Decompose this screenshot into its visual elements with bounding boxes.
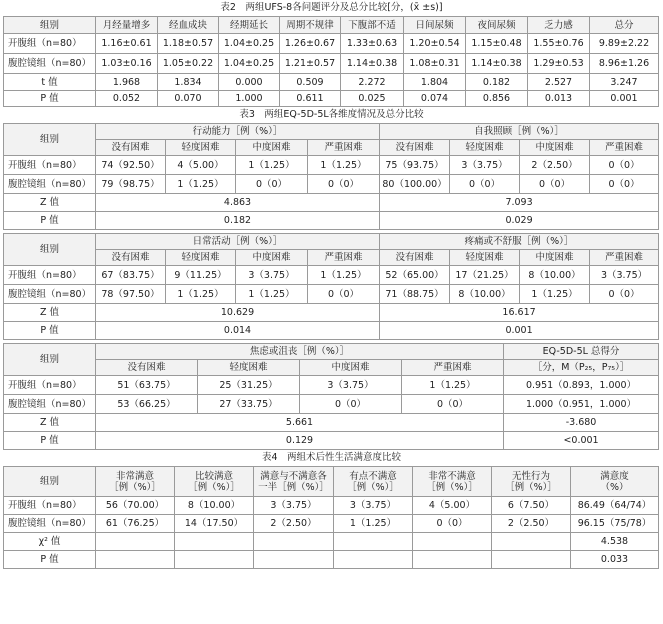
level-header: 严重困难	[308, 140, 380, 156]
table-cell: 0.611	[280, 91, 341, 107]
table-cell: 2（2.50）	[254, 515, 334, 533]
table-cell: 1.000（0.951，1.000）	[504, 395, 659, 414]
table2-caption: 表2 两组UFS-8各问题评分及总分比较[分，(x̄ ±s)]	[220, 2, 443, 13]
table-cell: 0.001	[590, 91, 659, 107]
empty-cell	[96, 533, 175, 551]
table-cell: 0.182	[466, 74, 528, 91]
table4-caption: 表4 两组术后性生活满意度比较	[261, 452, 402, 463]
level-header: 严重困难	[402, 360, 504, 376]
table-cell: 1.21±0.57	[280, 54, 341, 74]
table-row	[4, 156, 659, 175]
row-label: 腹腔镜组（n=80）	[4, 285, 96, 304]
level-header: 中度困难	[236, 140, 308, 156]
table-cell: 2（2.50）	[520, 156, 590, 175]
dimension-header: 自我照顾［例（%）］	[380, 124, 659, 140]
stat-cell: 0.129	[96, 432, 504, 450]
group-header: 组别	[4, 234, 96, 266]
table-cell: 0.856	[466, 91, 528, 107]
empty-cell	[254, 551, 334, 569]
header-cell: 夜间尿频	[466, 17, 528, 34]
header-line: ［例（%）］	[347, 481, 399, 493]
empty-cell	[334, 551, 413, 569]
table-row	[4, 175, 659, 194]
level-header: 严重困难	[590, 140, 659, 156]
table3-block-mobility-selfcare	[3, 123, 659, 230]
table-cell: 0.509	[280, 74, 341, 91]
empty-cell	[96, 551, 175, 569]
table-row	[4, 212, 659, 230]
table-cell: 1（1.25）	[236, 156, 308, 175]
header-cell: 经期延长	[219, 17, 280, 34]
header-cell	[175, 467, 254, 497]
table-row	[4, 124, 659, 140]
table-row	[4, 322, 659, 340]
stat-cell: -3.680	[504, 414, 659, 432]
header-cell	[254, 467, 334, 497]
table-cell: 3（3.75）	[254, 497, 334, 515]
total-score-header: EQ-5D-5L 总得分	[504, 344, 659, 360]
table-cell: 9.89±2.22	[590, 34, 659, 54]
header-cell: 乏力感	[528, 17, 590, 34]
table-cell: 0.025	[341, 91, 404, 107]
table-cell: 3（3.75）	[334, 497, 413, 515]
header-cell: 月经量增多	[96, 17, 158, 34]
row-label: χ² 值	[4, 533, 96, 551]
header-line: 满意与不满意各	[260, 470, 327, 482]
row-label: 腹腔镜组（n=80）	[4, 395, 96, 414]
level-header: 没有困难	[96, 140, 166, 156]
table-cell: 1.33±0.63	[341, 34, 404, 54]
table-cell: 1.29±0.53	[528, 54, 590, 74]
table-cell: 2（2.50）	[492, 515, 571, 533]
table-cell: 1（1.25）	[402, 376, 504, 395]
stat-cell: <0.001	[504, 432, 659, 450]
level-header: 轻度困难	[198, 360, 300, 376]
empty-cell	[175, 551, 254, 569]
table-row	[4, 250, 659, 266]
table-row	[4, 344, 659, 360]
table2	[3, 16, 659, 107]
table-cell: 8（10.00）	[450, 285, 520, 304]
table-cell: 0（0）	[590, 175, 659, 194]
table-cell: 3（3.75）	[450, 156, 520, 175]
table4-header-row	[4, 467, 659, 497]
header-line: 比较满意	[194, 470, 233, 482]
header-cell: 经血成块	[158, 17, 219, 34]
header-cell	[492, 467, 571, 497]
table-cell: 0.052	[96, 91, 158, 107]
table-cell: 0（0）	[520, 175, 590, 194]
table-cell: 0（0）	[413, 515, 492, 533]
header-line: 有点不满意	[349, 470, 397, 482]
table-cell: 80（100.00）	[380, 175, 450, 194]
stat-cell: 7.093	[380, 194, 659, 212]
level-header: 没有困难	[380, 250, 450, 266]
header-line: ［例（%）］	[109, 481, 161, 493]
table-cell: 1.55±0.76	[528, 34, 590, 54]
table-cell: 78（97.50）	[96, 285, 166, 304]
table-cell: 1（1.25）	[334, 515, 413, 533]
table-cell: 1.04±0.25	[219, 34, 280, 54]
table-row	[4, 414, 659, 432]
table-cell: 74（92.50）	[96, 156, 166, 175]
table-cell: 1.04±0.25	[219, 54, 280, 74]
table-cell: 1.804	[404, 74, 466, 91]
table-row	[4, 266, 659, 285]
level-header: 没有困难	[96, 360, 198, 376]
stat-cell: 5.661	[96, 414, 504, 432]
table-cell: 25（31.25）	[198, 376, 300, 395]
row-label: P 值	[4, 551, 96, 569]
table-cell: 3（3.75）	[590, 266, 659, 285]
table-row	[4, 34, 659, 54]
header-line: ［例（%）］	[188, 481, 240, 493]
table-cell: 27（33.75）	[198, 395, 300, 414]
group-header: 组别	[4, 124, 96, 156]
table-row	[4, 74, 659, 91]
table-cell: 1.968	[96, 74, 158, 91]
header-line: 非常满意	[115, 470, 154, 482]
table-cell: 61（76.25）	[96, 515, 175, 533]
table-cell: 14（17.50）	[175, 515, 254, 533]
stat-cell: 4.538	[571, 533, 659, 551]
empty-cell	[175, 533, 254, 551]
table-row	[4, 360, 659, 376]
table-cell: 0.951（0.893，1.000）	[504, 376, 659, 395]
level-header: 严重困难	[590, 250, 659, 266]
table-cell: 1.08±0.31	[404, 54, 466, 74]
row-label: t 值	[4, 74, 96, 91]
table4	[3, 466, 659, 569]
header-line: 无性行为	[511, 470, 550, 482]
header-cell	[96, 467, 175, 497]
table-row	[4, 376, 659, 395]
table-cell: 1（1.25）	[236, 285, 308, 304]
stat-cell: 0.029	[380, 212, 659, 230]
table-cell: 17（21.25）	[450, 266, 520, 285]
table-cell: 1.20±0.54	[404, 34, 466, 54]
row-label: Z 值	[4, 414, 96, 432]
table-row	[4, 515, 659, 533]
table-cell: 1.000	[219, 91, 280, 107]
header-cell	[571, 467, 659, 497]
table-cell: 3.247	[590, 74, 659, 91]
header-cell: 总分	[590, 17, 659, 34]
header-line: 非常不满意	[428, 470, 476, 482]
table-cell: 1.05±0.22	[158, 54, 219, 74]
table-cell: 0.074	[404, 91, 466, 107]
header-cell	[334, 467, 413, 497]
table-cell: 4（5.00）	[413, 497, 492, 515]
table-row	[4, 285, 659, 304]
row-label: 开腹组（n=80）	[4, 376, 96, 395]
table-cell: 71（88.75）	[380, 285, 450, 304]
dimension-header: 行动能力［例（%）］	[96, 124, 380, 140]
table-cell: 52（65.00）	[380, 266, 450, 285]
table-row	[4, 497, 659, 515]
row-label: 腹腔镜组（n=80）	[4, 515, 96, 533]
level-header: 严重困难	[308, 250, 380, 266]
row-label: 开腹组（n=80）	[4, 156, 96, 175]
header-cell: 日间尿频	[404, 17, 466, 34]
row-label: 开腹组（n=80）	[4, 497, 96, 515]
empty-cell	[413, 533, 492, 551]
table-cell: 1.03±0.16	[96, 54, 158, 74]
stat-cell: 10.629	[96, 304, 380, 322]
stat-cell: 0.001	[380, 322, 659, 340]
table-cell: 75（93.75）	[380, 156, 450, 175]
row-label: P 值	[4, 212, 96, 230]
table-cell: 2.272	[341, 74, 404, 91]
empty-cell	[413, 551, 492, 569]
level-header: 没有困难	[96, 250, 166, 266]
stat-cell: 16.617	[380, 304, 659, 322]
level-header: 中度困难	[520, 140, 590, 156]
table-cell: 0（0）	[450, 175, 520, 194]
table-cell: 96.15（75/78）	[571, 515, 659, 533]
table-row	[4, 395, 659, 414]
table-cell: 1.18±0.57	[158, 34, 219, 54]
stat-cell: 0.033	[571, 551, 659, 569]
table-cell: 1（1.25）	[520, 285, 590, 304]
table-cell: 8（10.00）	[175, 497, 254, 515]
table2-header-row	[4, 17, 659, 34]
table-cell: 8.96±1.26	[590, 54, 659, 74]
table-cell: 8（10.00）	[520, 266, 590, 285]
table-cell: 4（5.00）	[166, 156, 236, 175]
table-cell: 3（3.75）	[236, 266, 308, 285]
table-cell: 53（66.25）	[96, 395, 198, 414]
level-header: 中度困难	[236, 250, 308, 266]
table-cell: 51（63.75）	[96, 376, 198, 395]
table-row	[4, 140, 659, 156]
row-label: Z 值	[4, 304, 96, 322]
row-label: P 值	[4, 432, 96, 450]
table-cell: 1（1.25）	[166, 175, 236, 194]
table-cell: 1（1.25）	[308, 266, 380, 285]
level-header: 轻度困难	[450, 250, 520, 266]
row-label: 开腹组（n=80）	[4, 34, 96, 54]
level-header: 轻度困难	[450, 140, 520, 156]
header-cell: 组别	[4, 17, 96, 34]
empty-cell	[334, 533, 413, 551]
row-label: 开腹组（n=80）	[4, 266, 96, 285]
level-header: 轻度困难	[166, 250, 236, 266]
row-label: 腹腔镜组（n=80）	[4, 54, 96, 74]
header-cell: 周期不规律	[280, 17, 341, 34]
table-row	[4, 432, 659, 450]
table-cell: 86.49（64/74）	[571, 497, 659, 515]
stat-cell: 0.182	[96, 212, 380, 230]
table-cell: 1.14±0.38	[466, 54, 528, 74]
group-header: 组别	[4, 344, 96, 376]
header-line: 一半［例（%）］	[258, 481, 329, 493]
table-cell: 0.000	[219, 74, 280, 91]
table-cell: 0（0）	[402, 395, 504, 414]
table3-caption: 表3 两组EQ-5D-5L各维度情况及总分比较	[239, 109, 424, 120]
group-header: 组别	[4, 467, 96, 497]
row-label: Z 值	[4, 194, 96, 212]
table3-block-anxiety-total	[3, 343, 659, 450]
table-cell: 0（0）	[590, 285, 659, 304]
table-cell: 3（3.75）	[300, 376, 402, 395]
table-row	[4, 551, 659, 569]
table-cell: 2.527	[528, 74, 590, 91]
header-cell: 下腹部不适	[341, 17, 404, 34]
table-cell: 9（11.25）	[166, 266, 236, 285]
table-cell: 1（1.25）	[166, 285, 236, 304]
table-cell: 1.16±0.61	[96, 34, 158, 54]
table-cell: 1（1.25）	[308, 156, 380, 175]
level-header: 中度困难	[300, 360, 402, 376]
table-row	[4, 54, 659, 74]
header-line: ［例（%）］	[426, 481, 478, 493]
table-cell: 1.15±0.48	[466, 34, 528, 54]
table-cell: 67（83.75）	[96, 266, 166, 285]
table-cell: 0（0）	[590, 156, 659, 175]
table-row	[4, 533, 659, 551]
row-label: 腹腔镜组（n=80）	[4, 175, 96, 194]
level-header: 中度困难	[520, 250, 590, 266]
table-row	[4, 91, 659, 107]
table-cell: 0（0）	[308, 285, 380, 304]
dimension-header: 焦虑或沮丧［例（%）］	[96, 344, 504, 360]
header-cell	[413, 467, 492, 497]
level-header: 没有困难	[380, 140, 450, 156]
table-cell: 0.070	[158, 91, 219, 107]
row-label: P 值	[4, 322, 96, 340]
table-cell: 0（0）	[308, 175, 380, 194]
table-cell: 1.14±0.38	[341, 54, 404, 74]
row-label: P 值	[4, 91, 96, 107]
total-score-unit: ［分，M（P₂₅，P₇₅）］	[504, 360, 659, 376]
table-cell: 1.26±0.67	[280, 34, 341, 54]
table-cell: 56（70.00）	[96, 497, 175, 515]
header-line: （%）	[600, 481, 629, 493]
table-cell: 6（7.50）	[492, 497, 571, 515]
table-row	[4, 304, 659, 322]
table3-block-activity-pain	[3, 233, 659, 340]
table-cell: 1.834	[158, 74, 219, 91]
empty-cell	[254, 533, 334, 551]
table-row	[4, 234, 659, 250]
table-cell: 0（0）	[300, 395, 402, 414]
stat-cell: 0.014	[96, 322, 380, 340]
table-cell: 79（98.75）	[96, 175, 166, 194]
empty-cell	[492, 551, 571, 569]
dimension-header: 疼痛或不舒服［例（%）］	[380, 234, 659, 250]
header-line: ［例（%）］	[505, 481, 557, 493]
empty-cell	[492, 533, 571, 551]
stat-cell: 4.863	[96, 194, 380, 212]
header-line: 满意度	[600, 470, 629, 482]
level-header: 轻度困难	[166, 140, 236, 156]
dimension-header: 日常活动［例（%）］	[96, 234, 380, 250]
table-cell: 0.013	[528, 91, 590, 107]
table-cell: 0（0）	[236, 175, 308, 194]
table-row	[4, 194, 659, 212]
